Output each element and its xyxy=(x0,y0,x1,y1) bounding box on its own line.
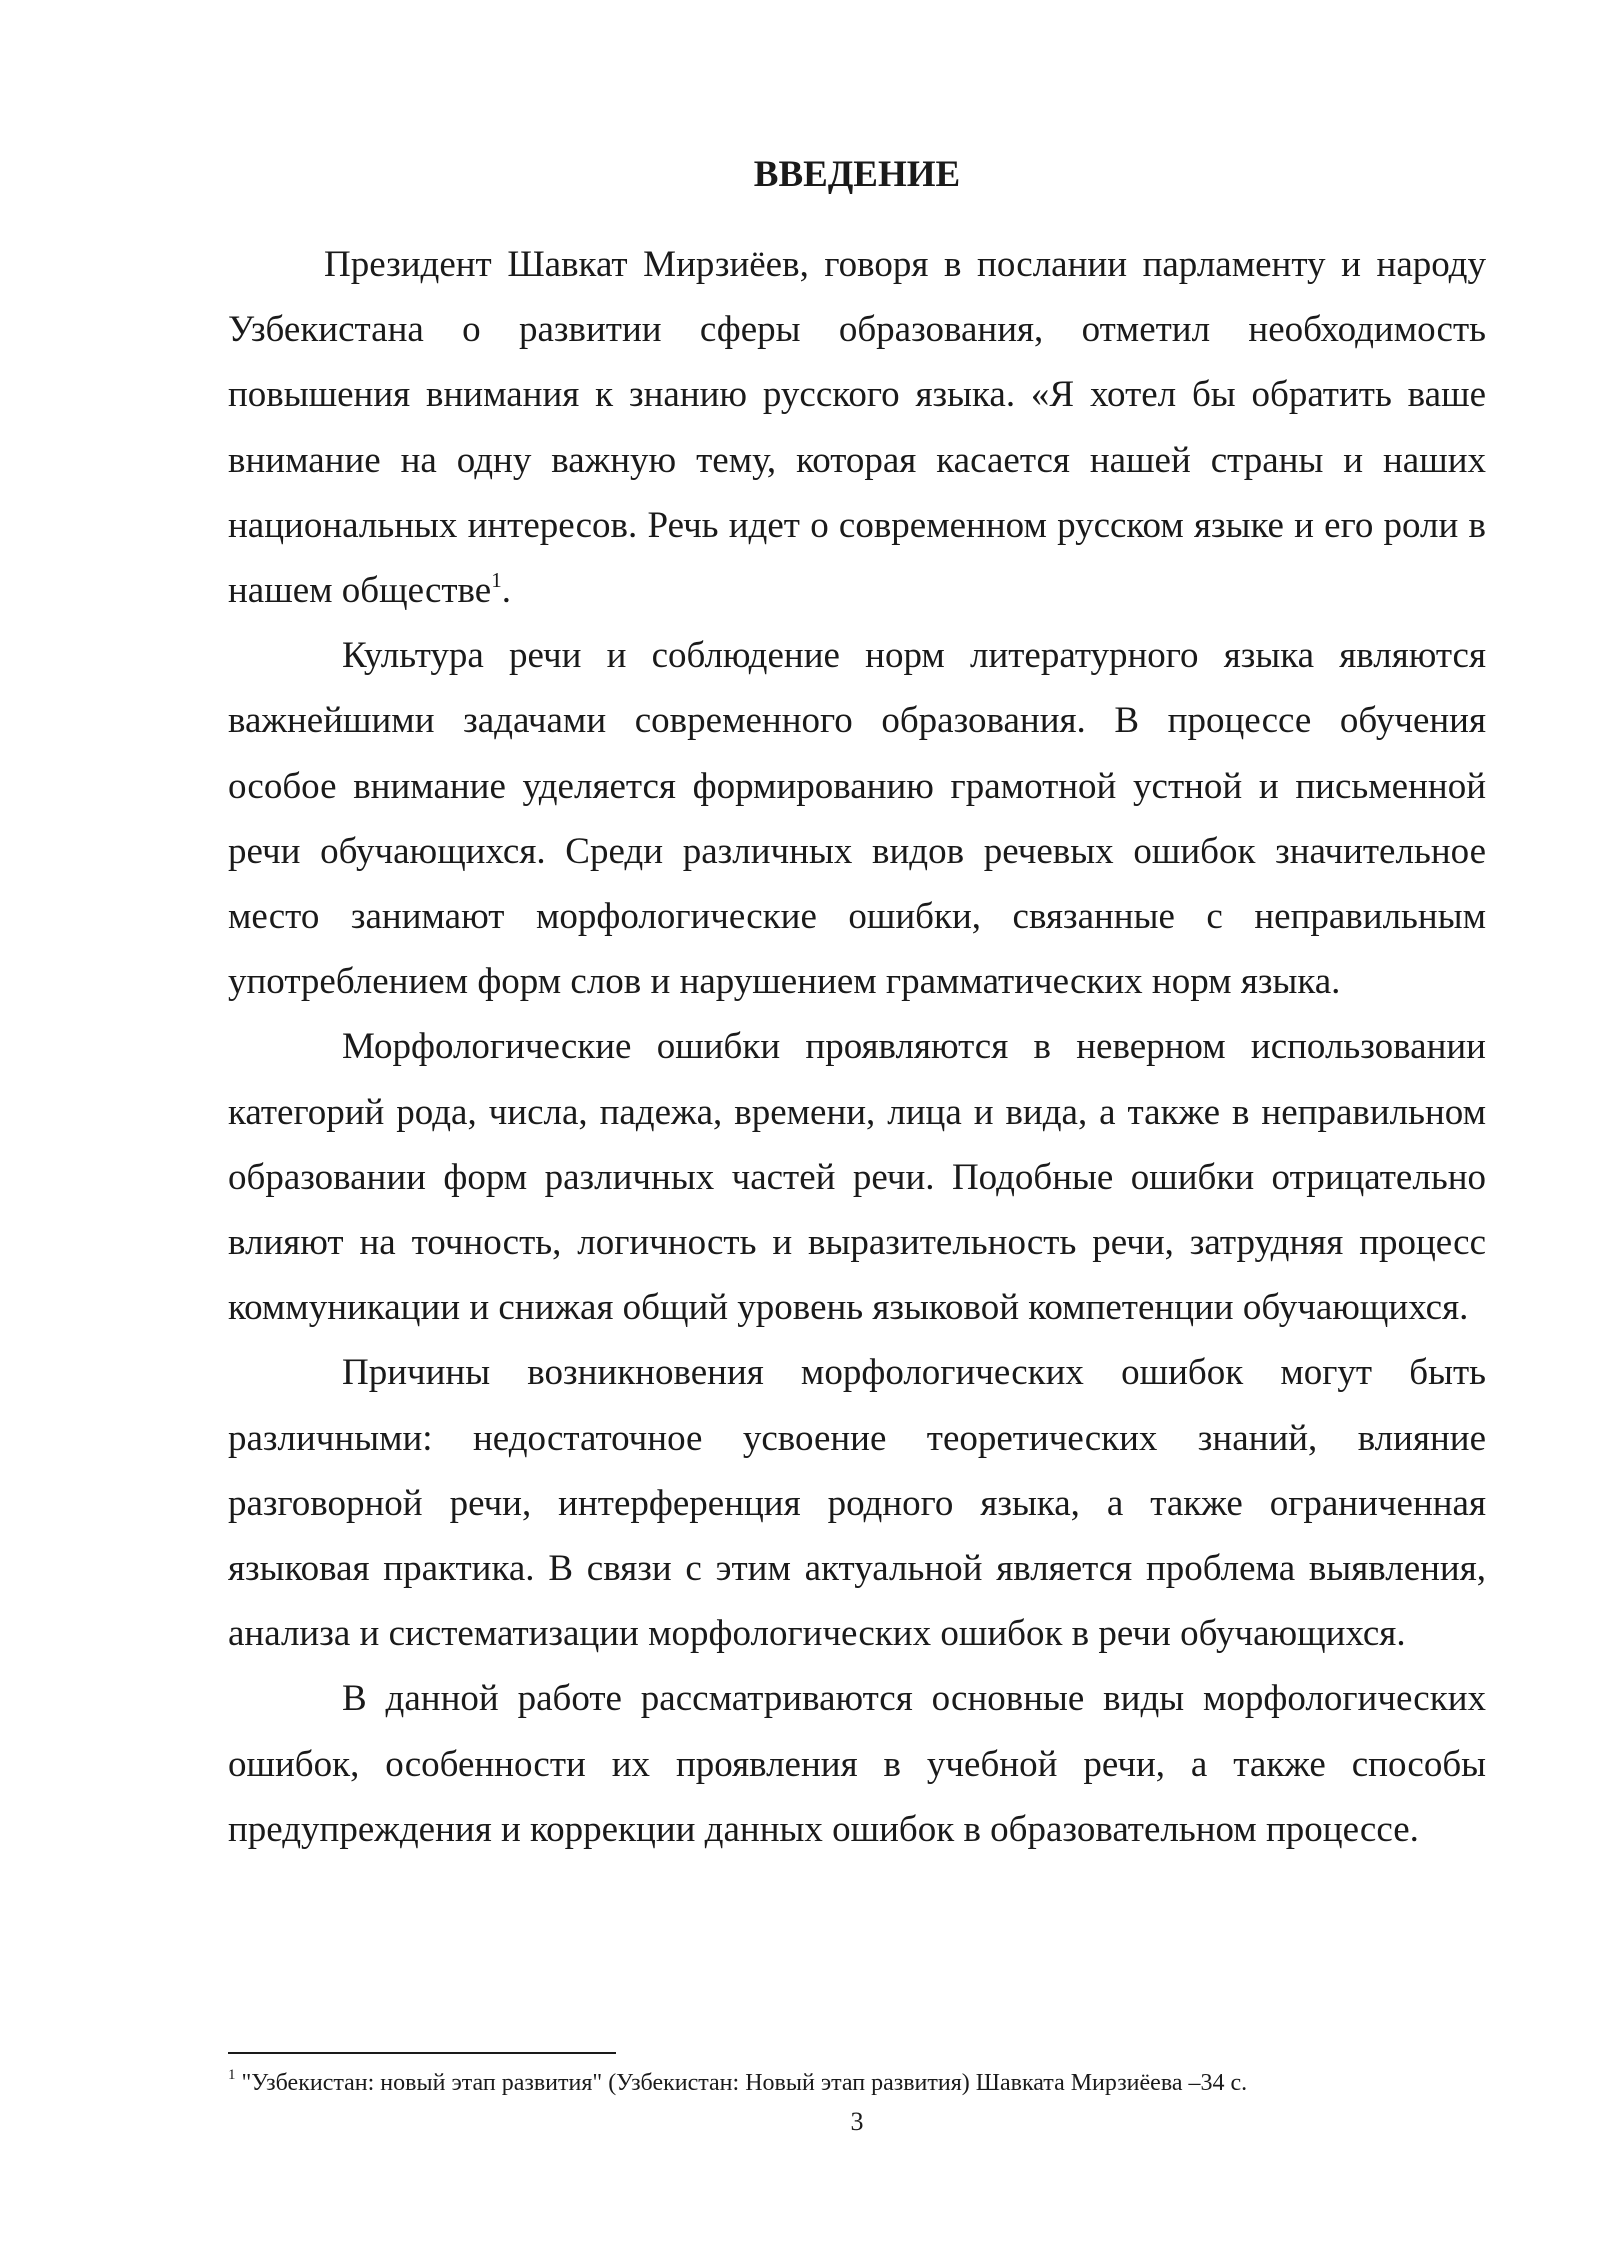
footnote-reference: 1 xyxy=(491,567,502,592)
page-number: 3 xyxy=(850,2107,864,2136)
paragraph-5: В данной работе рассматриваются основные виды морфологических ошибок, особенности их проявления в учебной речи, а также способы предупреждения и коррекции данных ошибок в образовательном процессе. xyxy=(228,1678,1486,1850)
paragraph-4: Причины возникновения морфологических ошибок могут быть различными: недостаточное усвоение теоретических знаний, влияние разговорной речи, интерференция родного языка, а также ограниченная языковая практика. В связи с этим актуальной является проблема выявления, анализа и систематизации морфологических ошибок в речи обучающихся. xyxy=(228,1352,1486,1655)
paragraph-3: Морфологические ошибки проявляются в неверном использовании категорий рода, числа, падежа, времени, лица и вида, а также в неправильном образовании форм различных частей речи. Подобные ошибки отрицательно влияют на точность, логичность и выразительность речи, затрудняя процесс коммуникации и снижая общий уровень языковой компетенции обучающихся. xyxy=(228,1026,1486,1329)
footnote-separator xyxy=(228,2052,616,2054)
paragraph-1-text: Президент Шавкат Мирзиёев, говоря в послании парламенту и народу Узбекистана о развитии сферы образования, отметил необходимость повышения внимания к знанию русского языка. «Я хотел бы обратить ваше внимание на одну важную тему, которая касается нашей страны и наших национальных интересов. Речь идет о современном русском языке и его роли в нашем обществе xyxy=(228,244,1486,612)
footnote-number: 1 xyxy=(228,2067,236,2083)
paragraph-2: Культура речи и соблюдение норм литературного языка являются важнейшими задачами современного образования. В процессе обучения особое внимание уделяется формированию грамотной устной и письменной речи обучающихся. Среди различных видов речевых ошибок значительное место занимают морфологические ошибки, связанные с неправильным употреблением форм слов и нарушением грамматических норм языка. xyxy=(228,635,1486,1003)
footnote-text: "Узбекистан: новый этап развития" (Узбекистан: Новый этап развития) Шавката Мирзиёева –34 с. xyxy=(235,2070,1248,2096)
page-title: ВВЕДЕНИЕ xyxy=(753,154,961,195)
footnote xyxy=(228,2068,1486,2098)
paragraph-1 xyxy=(228,232,1486,623)
paragraph-1-tail: . xyxy=(501,570,511,612)
body-text xyxy=(228,232,1486,1862)
